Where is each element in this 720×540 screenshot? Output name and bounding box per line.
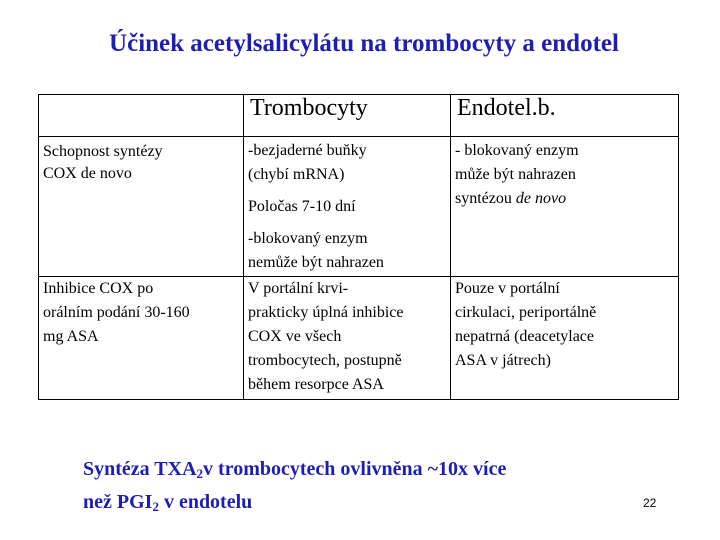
cell-line: nemůže být nahrazen <box>248 254 384 271</box>
cell-line: ASA v játrech) <box>455 352 551 369</box>
cell-line: (chybí mRNA) <box>248 166 345 183</box>
cell-line: Pouze v portální <box>455 280 560 297</box>
endotel-cell <box>451 277 679 400</box>
tilde-symbol: ~ <box>427 458 439 480</box>
table-row <box>39 277 679 400</box>
row-label-line: mg ASA <box>43 328 99 345</box>
page-title: Účinek acetylsalicylátu na trombocyty a endotel <box>109 30 619 57</box>
footer-text: 10x více <box>438 458 507 480</box>
page-number: 22 <box>643 496 657 510</box>
footer-text: v trombocytech ovlivněna <box>203 458 428 480</box>
row-label-cell <box>39 137 244 277</box>
row-label-line: Schopnost syntézy <box>43 143 163 160</box>
endotel-cell <box>451 137 679 277</box>
cell-line: -blokovaný enzym <box>248 230 368 247</box>
trombocyty-cell <box>244 137 451 277</box>
row-label-cell <box>39 277 244 400</box>
subscript: 2 <box>196 466 204 481</box>
footer-note <box>83 455 506 521</box>
trombocyty-cell <box>244 277 451 400</box>
header-cell-empty <box>39 95 244 137</box>
row-label-line: orálním podání 30-160 <box>43 304 190 321</box>
header-cell-trombocyty: Trombocyty <box>244 95 451 137</box>
row-label-line: Inhibice COX po <box>43 280 154 297</box>
row-label-line: COX de novo <box>43 165 132 182</box>
cell-line: syntézou <box>455 190 516 207</box>
cell-italic-text: de novo <box>515 190 567 207</box>
table-header-row <box>39 95 679 137</box>
cell-line: -bezjaderné buňky <box>248 142 367 159</box>
footer-text: než PGI <box>83 491 153 513</box>
footer-line-2 <box>83 488 506 521</box>
cell-line: V portální krvi- <box>248 280 349 297</box>
footer-text: Syntéza TXA <box>83 458 197 480</box>
cell-line: trombocytech, postupně <box>248 352 402 369</box>
cell-line: prakticky úplná inhibice <box>248 304 404 321</box>
subscript: 2 <box>152 499 159 514</box>
cell-line: COX ve všech <box>248 328 342 345</box>
cell-line: může být nahrazen <box>455 166 576 183</box>
footer-text: v endotelu <box>158 491 253 513</box>
cell-line: cirkulaci, periportálně <box>455 304 597 321</box>
footer-line-1 <box>83 455 506 488</box>
cell-line: Poločas 7-10 dní <box>248 198 356 215</box>
cell-line: během resorpce ASA <box>248 376 384 393</box>
header-cell-endotel: Endotel.b. <box>451 95 679 137</box>
table-row <box>39 137 679 277</box>
cell-line: nepatrná (deacetylace <box>455 328 595 345</box>
comparison-table <box>38 94 679 400</box>
cell-line: - blokovaný enzym <box>455 142 579 159</box>
